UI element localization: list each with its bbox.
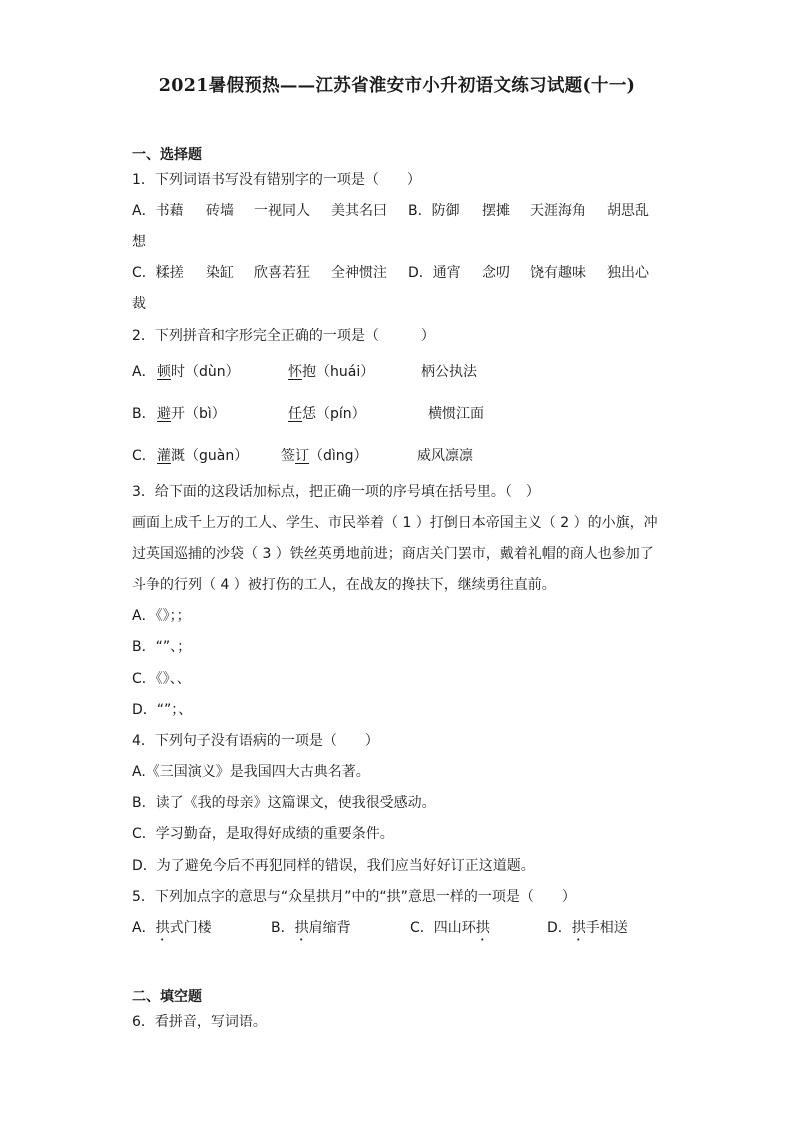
word-char: 签	[281, 448, 295, 464]
option-label: B．	[132, 406, 156, 422]
question-5-option-b	[271, 918, 351, 944]
q1-word: C．糅搓	[132, 265, 184, 281]
question-4-option-c: C．学习勤奋，是取得好成绩的重要条件。	[132, 826, 394, 842]
q1-word: 一视同人	[254, 203, 310, 219]
pinyin-text: 恁（pín）	[302, 406, 366, 422]
option-text: B．	[271, 920, 295, 936]
question-3-option-b: B．“”、；	[132, 639, 192, 655]
q1-word: 胡思乱	[607, 203, 649, 219]
question-3-option-a: A．《》；；	[132, 608, 191, 624]
question-5-options	[132, 918, 652, 938]
option-text: 手相送	[585, 920, 628, 936]
section-heading-fill: 二、填空题	[132, 989, 202, 1005]
question-5-option-c	[410, 918, 490, 944]
question-5-option-d	[547, 918, 628, 944]
question-3-option-d: D．“”；、	[132, 702, 193, 718]
question-1-wrap-2: 裁	[132, 296, 146, 312]
emphasized-char: 拱	[155, 920, 170, 936]
pinyin-text: （dìng）	[309, 448, 368, 464]
q1-word: 全神惯注	[331, 265, 387, 281]
question-3-passage-line: 画面上成千上万的工人、学生、市民举着（ 1 ）打倒日本帝国主义（ 2 ）的小旗，冲	[132, 515, 658, 531]
underlined-char: 怀	[288, 364, 302, 380]
emphasized-char: 拱	[571, 920, 586, 936]
pinyin-text: 溉（guàn）	[171, 448, 249, 464]
option-text: D．	[547, 920, 572, 936]
word-text: 横惯江面	[428, 406, 484, 422]
question-4-stem: 4．下列句子没有语病的一项是（ ）	[132, 733, 379, 749]
word-text: 柄公执法	[421, 364, 477, 380]
underlined-char: 顿	[157, 364, 171, 380]
q1-word: 念叨	[482, 265, 510, 281]
question-6-stem: 6．看拼音，写词语。	[132, 1014, 267, 1030]
underlined-char: 灌	[157, 448, 171, 464]
pinyin-text: 开（bì）	[171, 406, 226, 422]
question-2-option-a	[132, 362, 532, 382]
emphasized-char: 拱	[475, 920, 490, 936]
q1-word: 欣喜若狂	[254, 265, 310, 281]
question-5-stem: 5．下列加点字的意思与“众星拱月”中的“拱”意思一样的一项是（ ）	[132, 889, 576, 905]
underlined-char: 任	[288, 406, 302, 422]
q1-word: 染缸	[206, 265, 234, 281]
underlined-char: 避	[157, 406, 171, 422]
word-text: 威风凛凛	[417, 448, 473, 464]
q1-word: 饶有趣味	[530, 265, 586, 281]
question-4-option-a: A.《三国演义》是我国四大古典名著。	[132, 764, 370, 780]
question-2-stem: 2．下列拼音和字形完全正确的一项是（ ）	[132, 328, 435, 344]
page-title: 2021暑假预热——江苏省淮安市小升初语文练习试题(十一)	[158, 76, 636, 96]
q1-word: A．书藉	[132, 203, 184, 219]
emphasized-char: 拱	[294, 920, 309, 936]
option-text: 式门楼	[169, 920, 212, 936]
question-1-options-row-2	[132, 263, 672, 283]
option-text: 肩缩背	[308, 920, 351, 936]
q1-word: D．通宵	[408, 265, 461, 281]
q1-word: 摆摊	[482, 203, 510, 219]
question-1-wrap-1: 想	[132, 234, 146, 250]
q1-word: 天涯海角	[530, 203, 586, 219]
question-1-options-row-1	[132, 201, 672, 221]
q1-word: 独出心	[607, 265, 649, 281]
question-4-option-d: D．为了避免今后不再犯同样的错误，我们应当好好订正这道题。	[132, 858, 535, 874]
q1-word: B．防御	[408, 203, 460, 219]
option-label: C．	[132, 448, 156, 464]
question-3-passage-line: 过英国巡捕的沙袋（ 3 ）铁丝英勇地前进；商店关门罢市，戴着礼帽的商人也参加了	[132, 546, 654, 562]
question-3-stem: 3．给下面的这段话加标点，把正确一项的序号填在括号里。（ ）	[132, 484, 540, 500]
section-heading-choice: 一、选择题	[132, 147, 202, 163]
question-4-option-b: B．读了《我的母亲》这篇课文，使我很受感动。	[132, 795, 436, 811]
question-2-option-c	[132, 446, 532, 466]
question-5-option-a	[132, 918, 212, 944]
q1-word: 砖墙	[206, 203, 234, 219]
q1-word: 美其名曰	[331, 203, 387, 219]
pinyin-text: 时（dùn）	[171, 364, 240, 380]
question-3-option-c: C．《》、、	[132, 671, 191, 687]
underlined-char: 订	[295, 448, 309, 464]
pinyin-text: 抱（huái）	[302, 364, 375, 380]
option-text: C．四山环	[410, 920, 476, 936]
question-3-passage-line: 斗争的行列（ 4 ）被打伤的工人，在战友的搀扶下，继续勇往直前。	[132, 577, 556, 593]
option-text: A．	[132, 920, 156, 936]
question-2-option-b	[132, 404, 532, 424]
option-label: A．	[132, 364, 156, 380]
question-1-stem: 1．下列词语书写没有错别字的一项是（ ）	[132, 172, 421, 188]
